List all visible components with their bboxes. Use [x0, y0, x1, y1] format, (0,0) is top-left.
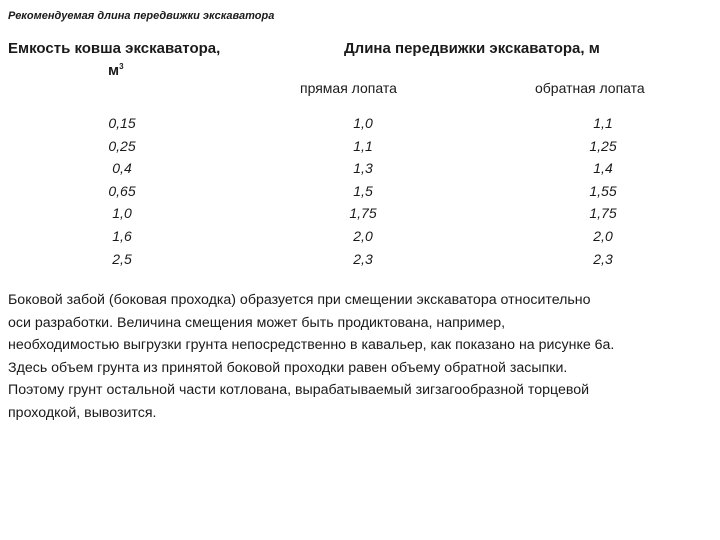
capacity-cell: 0,25	[108, 137, 136, 154]
capacity-cell: 1,0	[112, 205, 132, 222]
column-capacity	[62, 112, 182, 270]
column-backhoe	[543, 112, 663, 270]
forward-shovel-cell: 1,0	[353, 115, 373, 131]
forward-shovel-cell: 1,1	[353, 137, 373, 154]
paragraph-line: необходимостью выгрузки грунта непосредственно в кавальер, как показано на рисунке 6а.	[8, 337, 615, 354]
forward-shovel-cell: 2,0	[353, 227, 373, 244]
forward-shovel-cell: 2,3	[353, 250, 373, 267]
unit-text: м	[108, 62, 120, 79]
paragraph-line: Боковой забой (боковая проходка) образуется при смещении экскаватора относительно	[8, 292, 591, 308]
backhoe-cell: 2,0	[593, 227, 613, 244]
subheader-forward-shovel: прямая лопата	[300, 80, 397, 96]
forward-shovel-cell: 1,5	[353, 182, 373, 199]
body-paragraph	[8, 289, 714, 425]
subheader-backhoe: обратная лопата	[535, 80, 645, 96]
header-capacity: Емкость ковша экскаватора,	[8, 40, 221, 57]
column-forward-shovel	[303, 112, 423, 270]
unit-superscript: 3	[119, 62, 124, 71]
backhoe-cell: 1,1	[593, 115, 613, 131]
table-caption: Рекомендуемая длина передвижки экскаватора	[8, 10, 275, 22]
paragraph-line: оси разработки. Величина смещения может быть продиктована, например,	[8, 314, 506, 331]
backhoe-cell: 1,25	[589, 137, 617, 154]
paragraph-line: Поэтому грунт остальной части котлована, вырабатываемый зигзагообразной торцевой	[8, 382, 590, 399]
forward-shovel-cell: 1,75	[349, 205, 377, 222]
forward-shovel-cell: 1,3	[353, 160, 373, 177]
paragraph-line: Здесь объем грунта из принятой боковой проходки равен объему обратной засыпки.	[8, 359, 568, 376]
capacity-cell: 0,65	[108, 182, 136, 199]
backhoe-cell: 1,55	[589, 182, 617, 199]
backhoe-cell: 2,3	[593, 250, 613, 267]
capacity-cell: 0,15	[108, 115, 136, 131]
backhoe-cell: 1,4	[593, 160, 613, 177]
capacity-cell: 2,5	[112, 250, 132, 267]
capacity-cell: 1,6	[112, 227, 132, 244]
backhoe-cell: 1,75	[589, 205, 617, 222]
capacity-cell: 0,4	[112, 160, 132, 177]
paragraph-line: проходкой, вывозится.	[8, 404, 157, 421]
header-length: Длина передвижки экскаватора, м	[344, 40, 600, 57]
header-capacity-unit	[108, 62, 124, 79]
